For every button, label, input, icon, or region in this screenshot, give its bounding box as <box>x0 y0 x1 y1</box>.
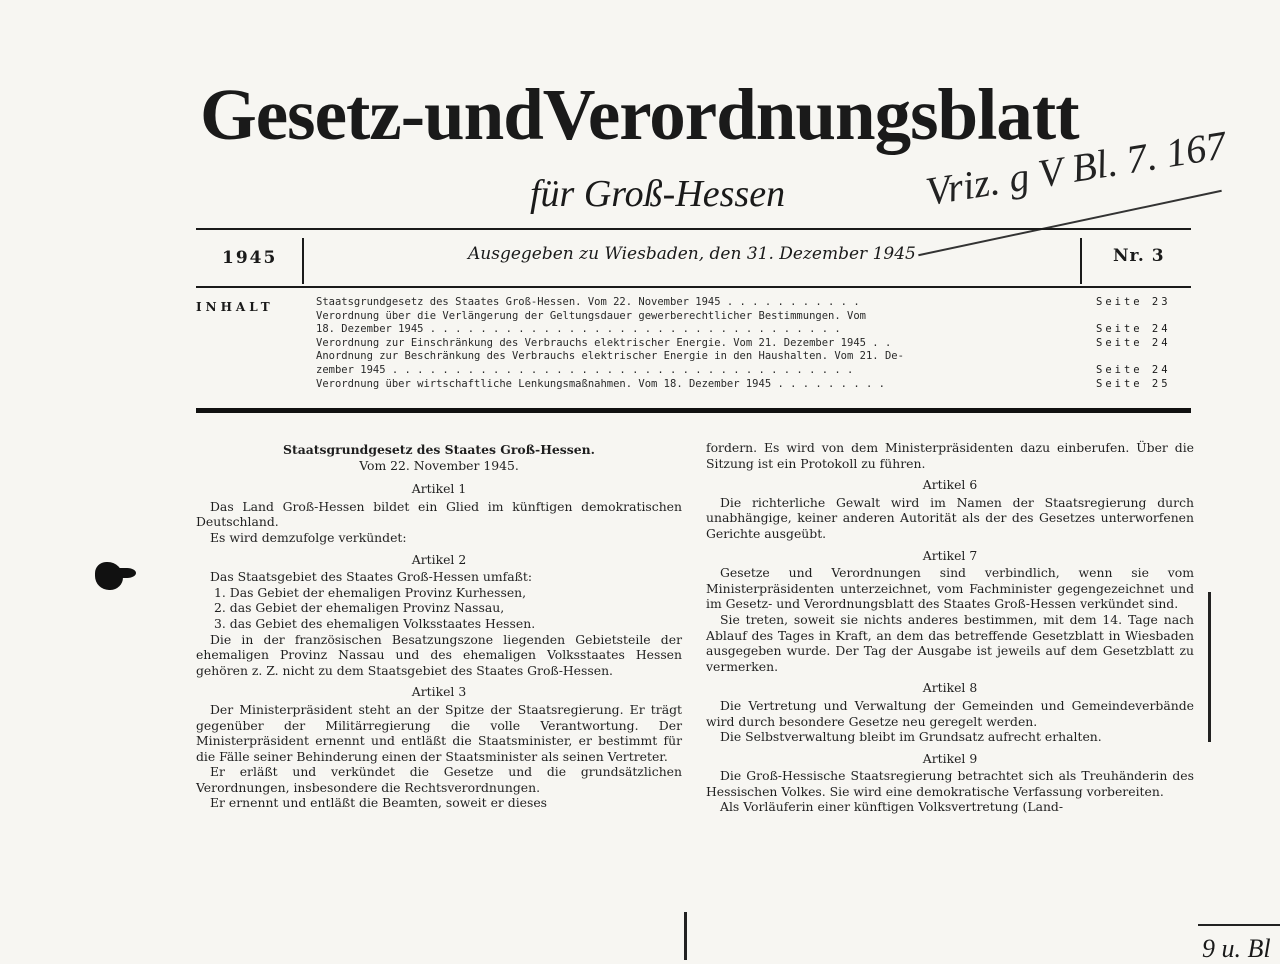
contents-list <box>316 296 1086 391</box>
issue-year: 1945 <box>222 248 278 268</box>
law-date: Vom 22. November 1945. <box>359 457 519 473</box>
margin-line-mark <box>684 912 687 960</box>
contents-page: Seite 24 <box>1096 363 1171 376</box>
right-column <box>706 440 1194 815</box>
contents-entry: Verordnung über die Verlängerung der Geltungsdauer gewerberechtlicher Bestimmungen. Vom <box>316 309 866 322</box>
contents-entry: Staatsgrundgesetz des Staates Groß-Hessen. Vom 22. November 1945 . . . . . . . . . . . <box>316 296 860 308</box>
article-list-item: 2. das Gebiet der ehemaligen Provinz Nassau, <box>214 600 505 616</box>
contents-entry: Verordnung über wirtschaftliche Lenkungsmaßnahmen. Vom 18. Dezember 1945 . . . . . . . . . <box>316 377 885 390</box>
article-heading: Artikel 1 <box>411 481 467 497</box>
article-list-item: 3. das Gebiet des ehemaligen Volksstaates Hessen. <box>214 615 536 631</box>
contents-page <box>1096 310 1196 324</box>
article-paragraph: Er erläßt und verkündet die Gesetze und die grundsätzlichen Verordnungen, insbesondere die Rechtsverordnungen. <box>196 764 682 795</box>
contents-label: INHALT <box>196 300 274 314</box>
article-paragraph: Die in der französischen Besatzungszone liegenden Gebietsteile der ehemaligen Provinz Nassau und des ehemaligen Volksstaates Hessen gehören z. Z. nicht zu dem Staatsgebiet des Staates Groß-Hessen. <box>196 631 682 678</box>
info-divider-left <box>302 238 304 284</box>
article-heading: Artikel 8 <box>922 680 978 696</box>
contents-entry: zember 1945 . . . . . . . . . . . . . . . . . . . . . . . . . . . . . . . . . . . . . <box>316 363 854 376</box>
contents-entry: 18. Dezember 1945 . . . . . . . . . . . . . . . . . . . . . . . . . . . . . . . . . <box>316 323 841 336</box>
article-paragraph: Die Groß-Hessische Staatsregierung betrachtet sich als Treuhänderin des Hessischen Volkes. Sie wird eine demokratische Verfassung vorbereiten. <box>706 768 1194 799</box>
article-heading: Artikel 3 <box>411 684 467 700</box>
contents-page <box>1096 350 1196 364</box>
margin-line-mark <box>1208 592 1211 742</box>
article-paragraph: Das Staatsgebiet des Staates Groß-Hessen umfaßt: <box>210 569 533 585</box>
article-paragraph: Das Land Groß-Hessen bildet ein Glied im künftigen demokratischen Deutschland. <box>196 498 682 530</box>
masthead-title: Gesetz-undVerordnungsblatt <box>200 74 1079 155</box>
article-heading: Artikel 7 <box>922 547 978 563</box>
article-paragraph: Es wird demzufolge verkündet: <box>210 529 407 545</box>
section-divider-rule <box>196 408 1191 413</box>
article-heading: Artikel 2 <box>411 551 467 567</box>
article-list-item: 1. Das Gebiet der ehemaligen Provinz Kurhessen, <box>214 584 527 600</box>
contents-page: Seite 24 <box>1096 323 1171 336</box>
contents-page: Seite 25 <box>1096 377 1171 390</box>
ink-blot-mark <box>118 568 136 578</box>
article-paragraph: Sie treten, soweit sie nichts anderes bestimmen, mit dem 14. Tage nach Ablauf des Tages in Kraft, an dem das betreffende Gesetzblatt in Wiesbaden ausgegeben wurde. Der Tag der Ausgabe ist jeweils auf dem Gesetzblatt zu vermerken. <box>706 611 1194 674</box>
article-paragraph: Der Ministerpräsident steht an der Spitze der Staatsregierung. Er trägt gegenüber der Militärregierung die volle Verantwortung. Der Ministerpräsident ernennt und entläßt die Staatsminister, er bestimmt für die Fälle seiner Behinderung einen der Staatsminister als seinen Vertreter. <box>196 701 682 764</box>
article-paragraph: Als Vorläuferin einer künftigen Volksvertretung (Land- <box>720 799 1064 815</box>
article-paragraph: Die Vertretung und Verwaltung der Gemeinden und Gemeindeverbände wird durch besondere Gesetze neu geregelt werden. <box>706 697 1194 729</box>
contents-page: Seite 23 <box>1096 296 1171 308</box>
contents-entry: Anordnung zur Beschränkung des Verbrauchs elektrischer Energie in den Haushalten. Vom 21. De- <box>316 350 904 363</box>
issue-number: Nr. 3 <box>1113 246 1165 266</box>
article-heading: Artikel 9 <box>922 750 978 766</box>
article-paragraph: Gesetze und Verordnungen sind verbindlich, wenn sie vom Ministerpräsidenten unterzeichnet, vom Fachminister gegengezeichnet und im Gesetz- und Verordnungsblatt des Staates Groß-Hessen verkündet sind. <box>706 565 1194 612</box>
corner-handwritten-note: 9 u. Bl <box>1202 934 1271 963</box>
article-heading: Artikel 6 <box>922 477 978 493</box>
article-paragraph: Die richterliche Gewalt wird im Namen der Staatsregierung durch unabhängige, keiner anderen Autorität als der des Gesetzes unterworfenen Gerichte ausgeübt. <box>706 494 1194 541</box>
info-divider-right <box>1080 238 1082 284</box>
issue-place-date: Ausgegeben zu Wiesbaden, den 31. Dezember 1945 <box>468 244 916 264</box>
left-column <box>196 442 682 811</box>
handwritten-annotation: Vriz. g V Bl. 7. 167 <box>922 122 1230 215</box>
contents-page-numbers <box>1096 296 1196 391</box>
article-paragraph: Die Selbstverwaltung bleibt im Grundsatz aufrecht erhalten. <box>720 729 1102 745</box>
article-paragraph: fordern. Es wird von dem Ministerpräsidenten dazu einberufen. Über die Sitzung ist ein Protokoll zu führen. <box>706 440 1194 471</box>
masthead-subtitle: für Groß-Hessen <box>530 173 786 215</box>
law-title: Staatsgrundgesetz des Staates Groß-Hessen. <box>283 442 595 457</box>
article-paragraph: Er ernennt und entläßt die Beamten, soweit er dieses <box>210 795 548 811</box>
corner-underline <box>1198 924 1280 926</box>
contents-page: Seite 24 <box>1096 336 1171 349</box>
contents-entry: Verordnung zur Einschränkung des Verbrauchs elektrischer Energie. Vom 21. Dezember 1945 . . <box>316 336 892 349</box>
